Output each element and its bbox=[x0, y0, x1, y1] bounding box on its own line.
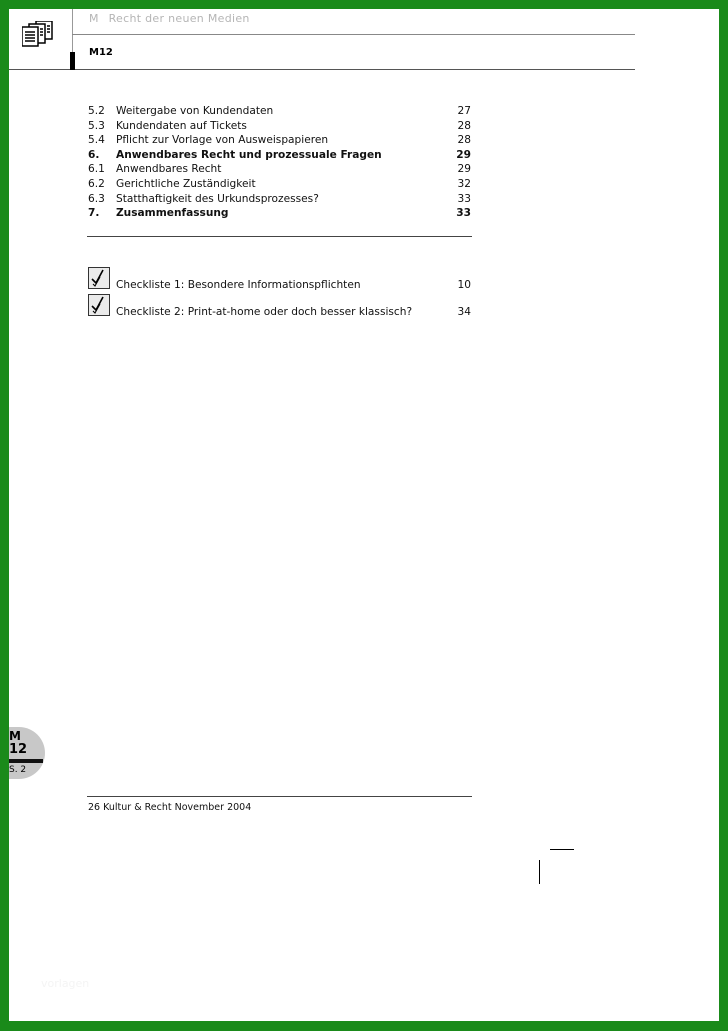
side-tab-bar bbox=[9, 759, 43, 763]
checklist-entry bbox=[88, 294, 471, 320]
header-title-text: Recht der neuen Medien bbox=[108, 12, 250, 25]
toc-number: 5.2 bbox=[88, 105, 105, 117]
toc-page: 32 bbox=[457, 177, 471, 190]
side-tab-page: S. 2 bbox=[9, 765, 27, 775]
toc-title: Gerichtliche Zuständigkeit bbox=[116, 177, 256, 190]
header-title bbox=[89, 12, 250, 25]
toc-page: 28 bbox=[457, 134, 471, 147]
toc-entry-chapter bbox=[88, 148, 471, 163]
toc-title: Statthaftigkeit des Urkundsprozesses? bbox=[116, 192, 319, 205]
documents-stack-icon bbox=[22, 21, 54, 47]
toc-divider bbox=[87, 236, 472, 237]
toc-number: 6.2 bbox=[88, 177, 105, 190]
toc-title: Pflicht zur Vorlage von Ausweispapieren bbox=[116, 134, 329, 147]
toc-page: 28 bbox=[457, 119, 471, 132]
toc-title: Zusammenfassung bbox=[116, 207, 229, 220]
footer-divider bbox=[87, 796, 472, 797]
checklist-entry bbox=[88, 267, 471, 293]
toc-page: 29 bbox=[456, 148, 471, 161]
document-page bbox=[9, 9, 719, 1021]
toc-number: 5.4 bbox=[88, 134, 105, 147]
checklist-label: Checkliste 2: Print-at-home oder doch besser klassisch? bbox=[116, 306, 413, 318]
toc-number: 5.3 bbox=[88, 119, 105, 132]
checklist-page: 10 bbox=[457, 279, 471, 291]
toc-entry bbox=[88, 192, 471, 207]
toc-number: 7. bbox=[88, 207, 100, 220]
header-divider-top bbox=[72, 34, 635, 35]
toc-number: 6.1 bbox=[88, 163, 105, 176]
checkmark-icon bbox=[88, 267, 110, 289]
toc-title: Weitergabe von Kundendaten bbox=[116, 105, 274, 117]
crop-mark-horizontal bbox=[550, 849, 574, 850]
side-tab-number: 12 bbox=[9, 742, 28, 757]
header-marker-bar bbox=[70, 52, 75, 70]
toc-title: Anwendbares Recht bbox=[116, 163, 222, 176]
crop-mark-vertical bbox=[539, 860, 540, 884]
toc-entry bbox=[88, 119, 471, 134]
table-of-contents bbox=[88, 104, 471, 221]
toc-title: Anwendbares Recht und prozessuale Fragen bbox=[116, 148, 382, 161]
toc-page: 33 bbox=[457, 192, 471, 205]
toc-page: 29 bbox=[457, 163, 471, 176]
toc-page: 33 bbox=[456, 207, 471, 220]
section-code: M12 bbox=[89, 47, 113, 58]
toc-entry bbox=[88, 177, 471, 192]
toc-page: 27 bbox=[457, 105, 471, 117]
toc-entry bbox=[88, 162, 471, 177]
checklist-page: 34 bbox=[457, 306, 471, 318]
checklist-label: Checkliste 1: Besondere Informationspflichten bbox=[116, 279, 361, 291]
toc-title: Kundendaten auf Tickets bbox=[116, 119, 247, 132]
toc-number: 6.3 bbox=[88, 192, 105, 205]
toc-number: 6. bbox=[88, 148, 100, 161]
toc-entry bbox=[88, 104, 471, 119]
checkmark-icon bbox=[88, 294, 110, 316]
toc-entry-chapter bbox=[88, 206, 471, 221]
header-divider-bottom bbox=[9, 69, 635, 70]
footer-text: 26 Kultur & Recht November 2004 bbox=[88, 802, 252, 813]
header-letter: M bbox=[89, 12, 99, 25]
toc-entry bbox=[88, 133, 471, 148]
watermark: vorlagen bbox=[41, 977, 90, 990]
side-tab-letter: M bbox=[9, 729, 21, 743]
